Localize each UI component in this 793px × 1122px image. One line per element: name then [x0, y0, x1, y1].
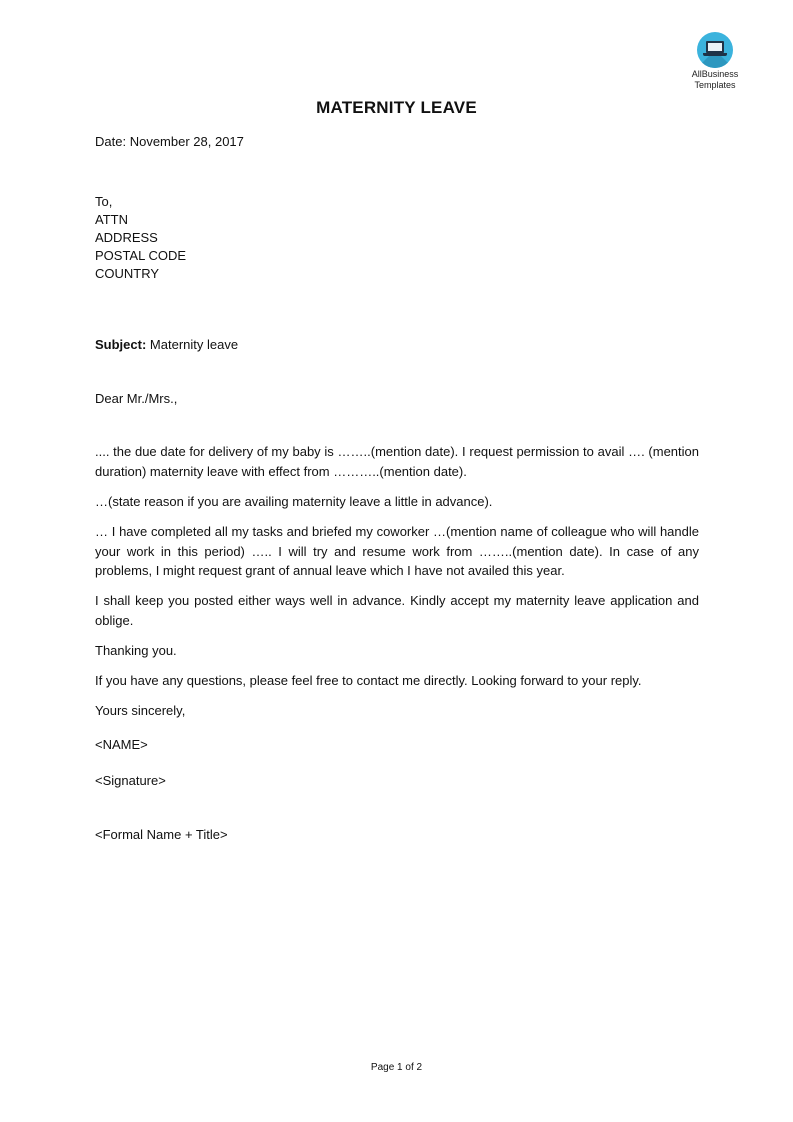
recipient-to: To,	[95, 194, 113, 209]
document-title: MATERNITY LEAVE	[316, 98, 477, 117]
salutation: Dear Mr./Mrs.,	[95, 391, 178, 406]
recipient-postal-code: POSTAL CODE	[95, 248, 187, 263]
logo-badge	[697, 32, 733, 68]
subject-label: Subject:	[95, 337, 147, 352]
closing: Yours sincerely,	[95, 703, 186, 718]
paragraph-questions: If you have any questions, please feel free to contact me directly. Looking forward to your reply.	[95, 673, 642, 688]
logo-text-line2: Templates	[694, 80, 736, 90]
paragraph-keep-posted: I shall keep you posted either ways well in advance. Kindly accept my maternity leave application and oblige.	[95, 593, 699, 628]
allbusiness-templates-logo	[686, 32, 744, 90]
signature-placeholder: <Signature>	[95, 773, 166, 788]
paragraph-thanking: Thanking you.	[95, 643, 177, 658]
formal-name-placeholder: <Formal Name + Title>	[95, 827, 228, 842]
paragraph-reason: …(state reason if you are availing maternity leave a little in advance).	[95, 494, 493, 509]
subject-value: Maternity leave	[149, 337, 239, 352]
logo-text-line1: AllBusiness	[691, 69, 739, 79]
name-placeholder: <NAME>	[95, 737, 148, 752]
paragraph-handover: … I have completed all my tasks and briefed my coworker …(mention name of colleague who will handle your work in this period) ….. I will try and resume work from ……..(mention date). In case of any problems, I might request grant of annual leave which I have not availed this year.	[95, 524, 699, 578]
paragraph-due-date: .... the due date for delivery of my baby is ……..(mention date). I request permission to avail …. (mention duration) maternity leave with effect from ………..(mention date).	[95, 444, 699, 479]
recipient-country: COUNTRY	[95, 266, 160, 281]
subject-line	[95, 336, 238, 354]
recipient-attn: ATTN	[95, 212, 128, 227]
recipient-address: ADDRESS	[95, 230, 158, 245]
date-value: November 28, 2017	[129, 134, 244, 149]
page-number: Page 1 of 2	[370, 1062, 423, 1073]
date-label: Date:	[95, 134, 127, 149]
date-line	[95, 133, 244, 151]
laptop-icon	[706, 41, 724, 53]
